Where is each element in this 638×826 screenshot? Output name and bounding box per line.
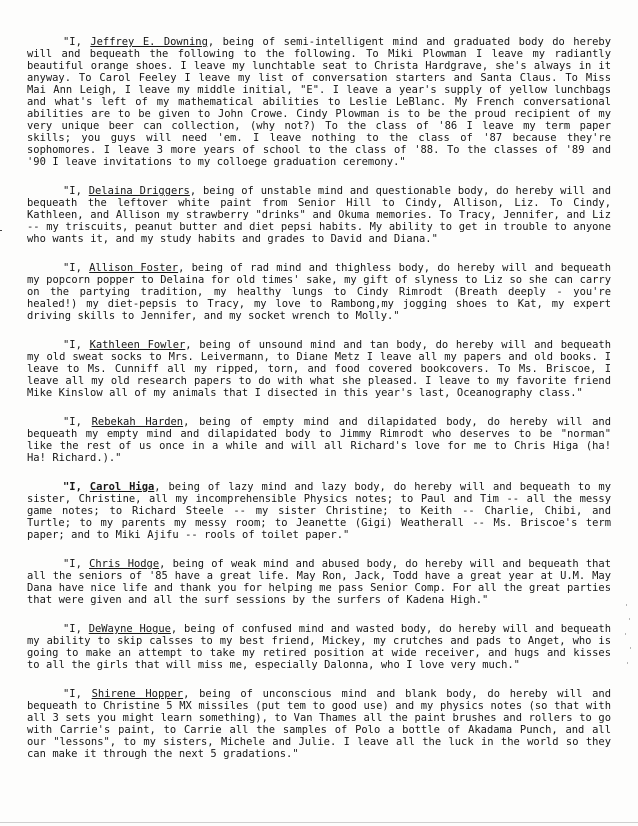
testator-name: DeWayne Hogue <box>88 623 171 635</box>
will-paragraph-driggers <box>27 185 611 245</box>
testator-name: Carol Higa <box>89 481 155 493</box>
scan-mark <box>0 230 2 231</box>
paragraph-prefix: "I, <box>63 481 90 493</box>
will-text-column <box>27 36 611 777</box>
will-paragraph-downing <box>27 36 611 168</box>
testator-name: Delaina Driggers <box>88 185 190 197</box>
paragraph-prefix: "I, <box>63 185 89 197</box>
paragraph-body: , being of rad mind and thighless body, do hereby will and bequeath my popcorn popper to Delaina for old times' sake, my gift of slyness to Liz so she can carry on the partying tradition, my healthy lungs to Cindy Rimrodt (Breath deeply - you're healed!) my diet-pepsis to Tracy, my love to Rambong,my jogging shoes to Kat, my expert driving skills to Jennifer, and my socket wrench to Molly." <box>27 262 611 322</box>
will-paragraph-fowler <box>27 339 611 399</box>
testator-name: Jeffrey E. Downing <box>90 36 208 48</box>
will-paragraph-hogue <box>27 623 611 671</box>
testator-name: Chris Hodge <box>89 558 160 570</box>
paragraph-body: , being of unconscious mind and blank body, do hereby will and bequeath to Christine 5 MX missiles (put tem to good use) and my physics notes (so that with all 3 sets you might learn something), to Van Thames all the paint brushes and rollers to go with Carrie's paint, to Carrie all the samples of Polo a bottle of Akadama Punch, and all our "lessons", to my sisters, Michele and Julie. I leave all the luck in the world so they can make it through the next 5 gradations." <box>27 688 611 760</box>
scan-speckles <box>624 600 634 680</box>
paragraph-prefix: "I, <box>63 262 90 274</box>
paragraph-body: , being of unsound mind and tan body, do hereby will and bequeath my old sweat socks to Mrs. Leivermann, to Diane Metz I leave all my papers and old books. I leave to Ms. Cunniff all my ripped, torn, and food covered bookcovers. To Ms. Briscoe, I leave all my old research papers to do with what she pleased. I leave to my favorite friend Mike Kinslow all of my animals that I disected in this year's last, Oceanography class." <box>27 339 611 399</box>
testator-name: Kathleen Fowler <box>89 339 186 351</box>
paragraph-prefix: "I, <box>63 688 92 700</box>
paragraph-body: , being of lazy mind and lazy body, do hereby will and bequeath to my sister, Christine, all my incomprehensible Physics notes; to Paul and Tim -- all the messy game notes; to Richard Steele -- my sister Christine; to Keith -- Charlie, Chibi, and Turtle; to my parents my messy room; to Jeanette (Gigi) Weatherall -- Ms. Briscoe's term paper; and to Miki Ajifu -- rools of toilet paper." <box>27 481 612 541</box>
speck <box>629 618 630 620</box>
paragraph-prefix: "I, <box>63 36 91 48</box>
paragraph-prefix: "I, <box>63 623 89 635</box>
speck <box>625 633 626 635</box>
speck <box>626 604 627 606</box>
paragraph-prefix: "I, <box>63 339 90 351</box>
will-paragraph-higa <box>27 481 611 541</box>
paragraph-body: , being of empty mind and dilapidated body, do hereby will and bequeath my empty mind and dilapidated body to Jimmy Rimrodt who deserves to be "norman" like the rest of us once in a while and will all Richard's love for me to Chris Higa (ha! Ha! Richard.)." <box>27 416 611 464</box>
testator-name: Shirene Hopper <box>91 688 184 700</box>
paragraph-prefix: "I, <box>63 416 92 428</box>
speck <box>630 647 631 649</box>
will-paragraph-harden <box>27 416 611 464</box>
paragraph-body: , being of confused mind and wasted body, do hereby will and bequeath my ability to skip calsses to my best friend, Mickey, my crutches and pads to Anget, who is going to make an attempt to take my retired position at wide receiver, and hugs and kisses to all the girls that will miss me, especially Dalonna, who I love very much." <box>27 623 611 671</box>
will-paragraph-hodge <box>27 558 611 606</box>
page-bottom-edge <box>0 822 638 823</box>
paragraph-body: , being of unstable mind and questionable body, do hereby will and bequeath the leftover white paint from Senior Hill to Cindy, Allison, Liz. To Cindy, Kathleen, and Allison my strawberry "drinks" and Okuma memories. To Tracy, Jennifer, and Liz -- my triscuits, peanut butter and diet pepsi habits. My ability to get in trouble to anyone who wants it, and my study habits and grades to David and Diana." <box>27 185 611 245</box>
paragraph-body: , being of weak mind and abused body, do hereby will and bequeath that all the seniors of '85 have a great life. May Ron, Jack, Todd have a great year at U.M. May Dana have nice life and thank you for helping me pass Senior Comp. For all the great parties that were given and all the surf sessions by the surfers of Kadena High." <box>27 558 611 606</box>
will-paragraph-foster <box>27 262 611 322</box>
testator-name: Rebekah Harden <box>91 416 184 428</box>
paragraph-prefix: "I, <box>63 558 90 570</box>
will-paragraph-hopper <box>27 688 611 760</box>
paragraph-body: , being of semi-intelligent mind and graduated body do hereby will and bequeath the following to the following. To Miki Plowman I leave my radiantly beautiful orange shoes. I leave my lunchtable seat to Christa Hardgrave, she's always in it anyway. To Carol Feeley I leave my list of conversation starters and Santa Claus. To Miss Mai Ann Leigh, I leave my middle initial, "E". I leave a year's supply of yellow lunchbags and what's left of my mathematical abilities to Leslie LeBlanc. My French conversational abilities are to be given to John Crowe. Cindy Plowman is to be the proud recipient of my very unique beer can collection, (why not?) To the class of '86 I leave my term paper skills; you guys will need 'em. I leave nothing to the class of '87 because they're sophomores. I leave 3 more years of school to the class of '88. To the classes of '89 and '90 I leave invitations to my colloege graduation ceremony." <box>27 36 611 168</box>
testator-name: Allison Foster <box>89 262 179 274</box>
speck <box>627 662 628 664</box>
